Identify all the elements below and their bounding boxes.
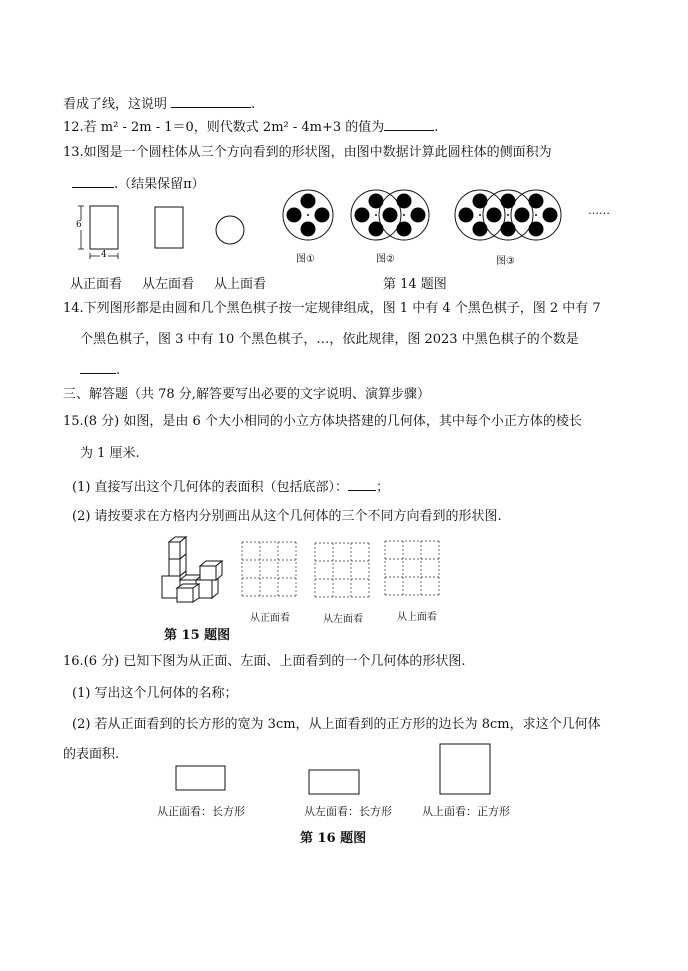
fig16-label-front: 从正面看：长方形 <box>157 805 245 818</box>
question-16-part2-cont: 的表面积. <box>63 747 120 762</box>
question-15-part1: (1) 直接写出这个几何体的表面积（包括底部）： ； <box>72 480 390 495</box>
fig16-front-rect <box>176 766 225 790</box>
fig14-label-2: 图② <box>376 254 395 265</box>
fig14-ellipsis: …… <box>588 204 610 217</box>
question-16-part2: (2) 若从正面看到的长方形的宽为 3cm，从上面看到的正方形的边长为 8cm，求这个几何体 <box>72 717 601 732</box>
label-top-view: 从上面看 <box>214 277 267 292</box>
label-front-view: 从正面看 <box>70 277 123 292</box>
question-13: 13.如图是一个圆柱体从三个方向看到的形状图，由图中数据计算此圆柱体的侧面积为 <box>63 145 552 160</box>
dim-height-label: 6 <box>76 220 82 230</box>
fig16-label-top: 从上面看：正方形 <box>422 805 510 818</box>
fig14-label-1: 图① <box>296 254 315 265</box>
question-13-cont: .（结果保留π） <box>72 175 205 194</box>
continued-text-line: 看成了线，这说明 . <box>63 97 256 112</box>
question-15-line1: 15.(8 分) 如图，是由 6 个大小相同的小立方体块搭建的几何体，其中每个小正方体的棱长 <box>63 414 582 429</box>
fig16-caption: 第 16 题图 <box>300 831 367 846</box>
question-15-line2: 为 1 厘米. <box>80 446 140 461</box>
grid-label-top: 从上面看 <box>397 612 437 623</box>
fig14-caption: 第 14 题图 <box>383 277 447 292</box>
fig16-label-left: 从左面看：长方形 <box>304 805 392 818</box>
question-16-part1: (1) 写出这个几何体的名称； <box>72 686 238 701</box>
question-14-line3: . <box>80 361 120 380</box>
fig15-caption: 第 15 题图 <box>164 628 231 643</box>
question-16-line1: 16.(6 分) 已知下图为从正面、左面、上面看到的一个几何体的形状图. <box>63 654 466 669</box>
question-14-line2: 个黑色棋子，图 3 中有 10 个黑色棋子，…，依此规律，图 2023 中黑色棋子的个数是 <box>80 332 579 347</box>
label-left-view: 从左面看 <box>142 277 195 292</box>
fig16-top-square <box>440 744 490 794</box>
section-3-heading: 三、解答题（共 78 分,解答要写出必要的文字说明、演算步骤） <box>63 387 430 402</box>
question-12: 12.若 m² - 2m - 1＝0，则代数式 2m² - 4m+3 的值为 . <box>63 120 439 135</box>
fig14-label-3: 图③ <box>496 256 515 267</box>
grid-label-left: 从左面看 <box>323 614 363 625</box>
fig16-left-rect <box>309 770 359 794</box>
dim-width-label: 4 <box>101 250 107 260</box>
question-15-part2: (2) 请按要求在方格内分别画出从这个几何体的三个不同方向看到的形状图. <box>72 509 502 524</box>
grid-label-front: 从正面看 <box>250 613 290 624</box>
question-14-line1: 14.下列图形都是由圆和几个黑色棋子按一定规律组成，图 1 中有 4 个黑色棋子，图 2 中有 7 <box>63 301 601 316</box>
